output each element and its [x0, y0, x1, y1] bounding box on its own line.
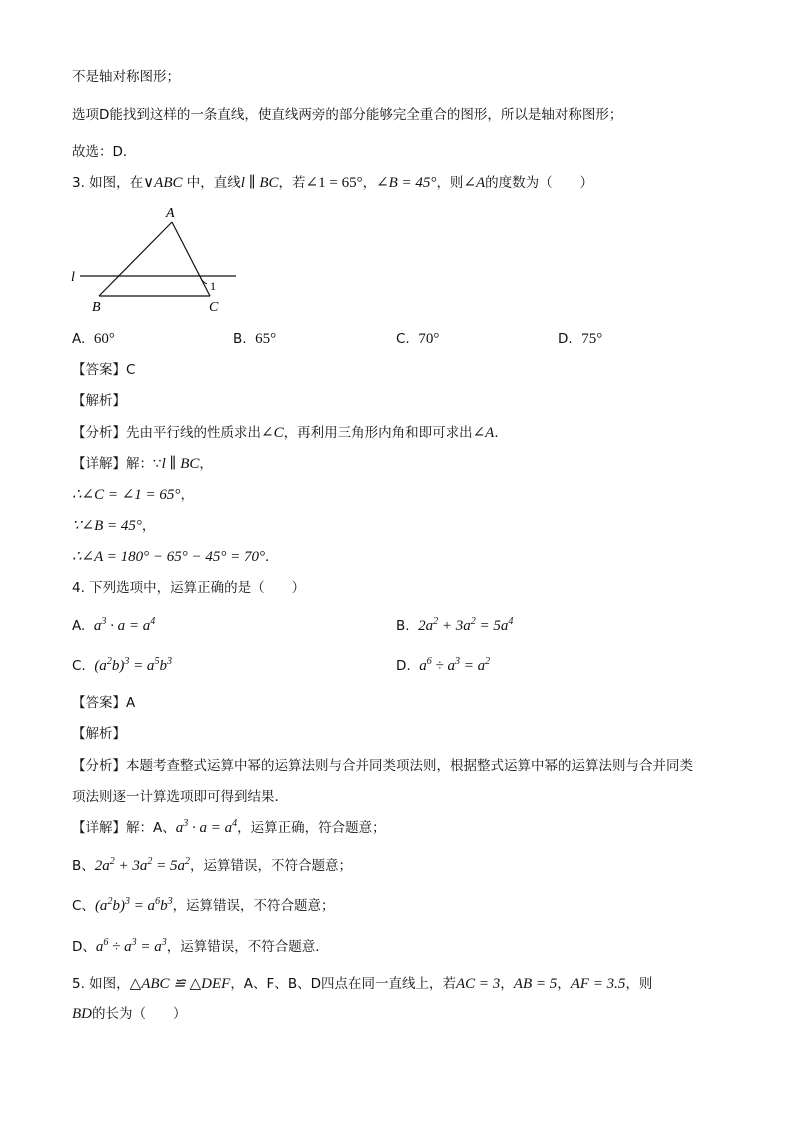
q4-xiangjie-b: B、$2a^2 + 3a^2 = 5a^2$，运算错误，不符合题意； [72, 856, 353, 874]
prev-line-2: 选项D能找到这样的一条直线，使直线两旁的部分能够完全重合的图形，所以是轴对称图形； [72, 107, 623, 123]
q4-xiangjie-c: C、$(a^2b)^3 = a^6b^3$，运算错误，不符合题意； [72, 896, 335, 914]
q4-expr-d: $a^6 \div a^3 = a^2$ [419, 656, 491, 674]
q4-option-d[interactable]: D. $a^6 \div a^3 = a^2$ [396, 656, 491, 674]
q4-fenxi-line-1: 【分析】本题考查整式运算中幂的运算法则与合并同类项法则，根据整式运算中幂的运算法则与合并同类 [72, 758, 693, 774]
side-ab [99, 222, 172, 296]
q4-xiangjie-a: 【详解】解：A、$a^3 \cdot a = a^4$，运算正确，符合题意； [72, 818, 386, 836]
label-1: 1 [210, 279, 216, 293]
label-l: l [71, 270, 75, 285]
q4-expr-a: $a^3 \cdot a = a^4$ [93, 616, 156, 634]
q3-option-b[interactable]: B. 65° [233, 331, 277, 347]
q4-option-a[interactable]: A. $a^3 \cdot a = a^4$ [72, 616, 156, 634]
q3-option-c[interactable]: C. 70° [396, 331, 440, 347]
label-b: B [92, 300, 101, 315]
q3-triangle-figure [66, 204, 246, 316]
q4-expr-b: $2a^2 + 3a^2 = 5a^4$ [418, 616, 514, 634]
prev-line-3: 故选：D． [72, 144, 137, 160]
q3-analysis-tag: 【解析】 [72, 393, 126, 409]
q3-step-3: ∴∠A = 180° − 65° − 45° = 70°． [72, 549, 279, 565]
q4-stem: 4. 下列选项中，运算正确的是（ ） [72, 580, 306, 596]
q3-fenxi: 【分析】先由平行线的性质求出∠C，再利用三角形内角和即可求出∠A． [72, 425, 508, 441]
label-c: C [209, 300, 219, 315]
side-ac [172, 222, 210, 296]
q3-step-1: ∴∠C = ∠1 = 65°， [72, 487, 194, 503]
q4-xiangjie-d: D、$a^6 \div a^3 = a^3$，运算错误，不符合题意． [72, 937, 329, 955]
q4-expr-c: $(a^2b)^3 = a^5b^3$ [94, 656, 172, 674]
q5-stem-line-1: 5. 如图，△ABC ≌ △DEF，A、F、B、D四点在同一直线上，若AC = 3，AB = 5，AF = 3.5，则 [72, 976, 653, 992]
q3-option-a[interactable]: A. 60° [72, 331, 115, 347]
q3-answer: 【答案】C [72, 362, 136, 378]
q4-option-b[interactable]: B. $2a^2 + 3a^2 = 5a^4$ [396, 616, 514, 634]
q4-fenxi-line-2: 项法则逐一计算选项即可得到结果． [72, 789, 288, 805]
q3-xiangjie: 【详解】解：∵l ∥ BC， [72, 456, 213, 472]
q4-answer: 【答案】A [72, 695, 136, 711]
q3-stem: 3. 如图，在∨ABC 中，直线l ∥ BC，若∠1 = 65°，∠B = 45°，则∠A的度数为（ ） [72, 175, 594, 191]
prev-line-1: 不是轴对称图形； [72, 69, 180, 85]
q4-option-c[interactable]: C. $(a^2b)^3 = a^5b^3$ [72, 656, 172, 674]
q4-analysis-tag: 【解析】 [72, 726, 126, 742]
label-a: A [166, 206, 175, 221]
q5-stem-line-2: BD的长为（ ） [72, 1006, 187, 1022]
q3-step-2: ∵∠B = 45°， [72, 518, 156, 534]
q3-option-d[interactable]: D. 75° [558, 331, 603, 347]
